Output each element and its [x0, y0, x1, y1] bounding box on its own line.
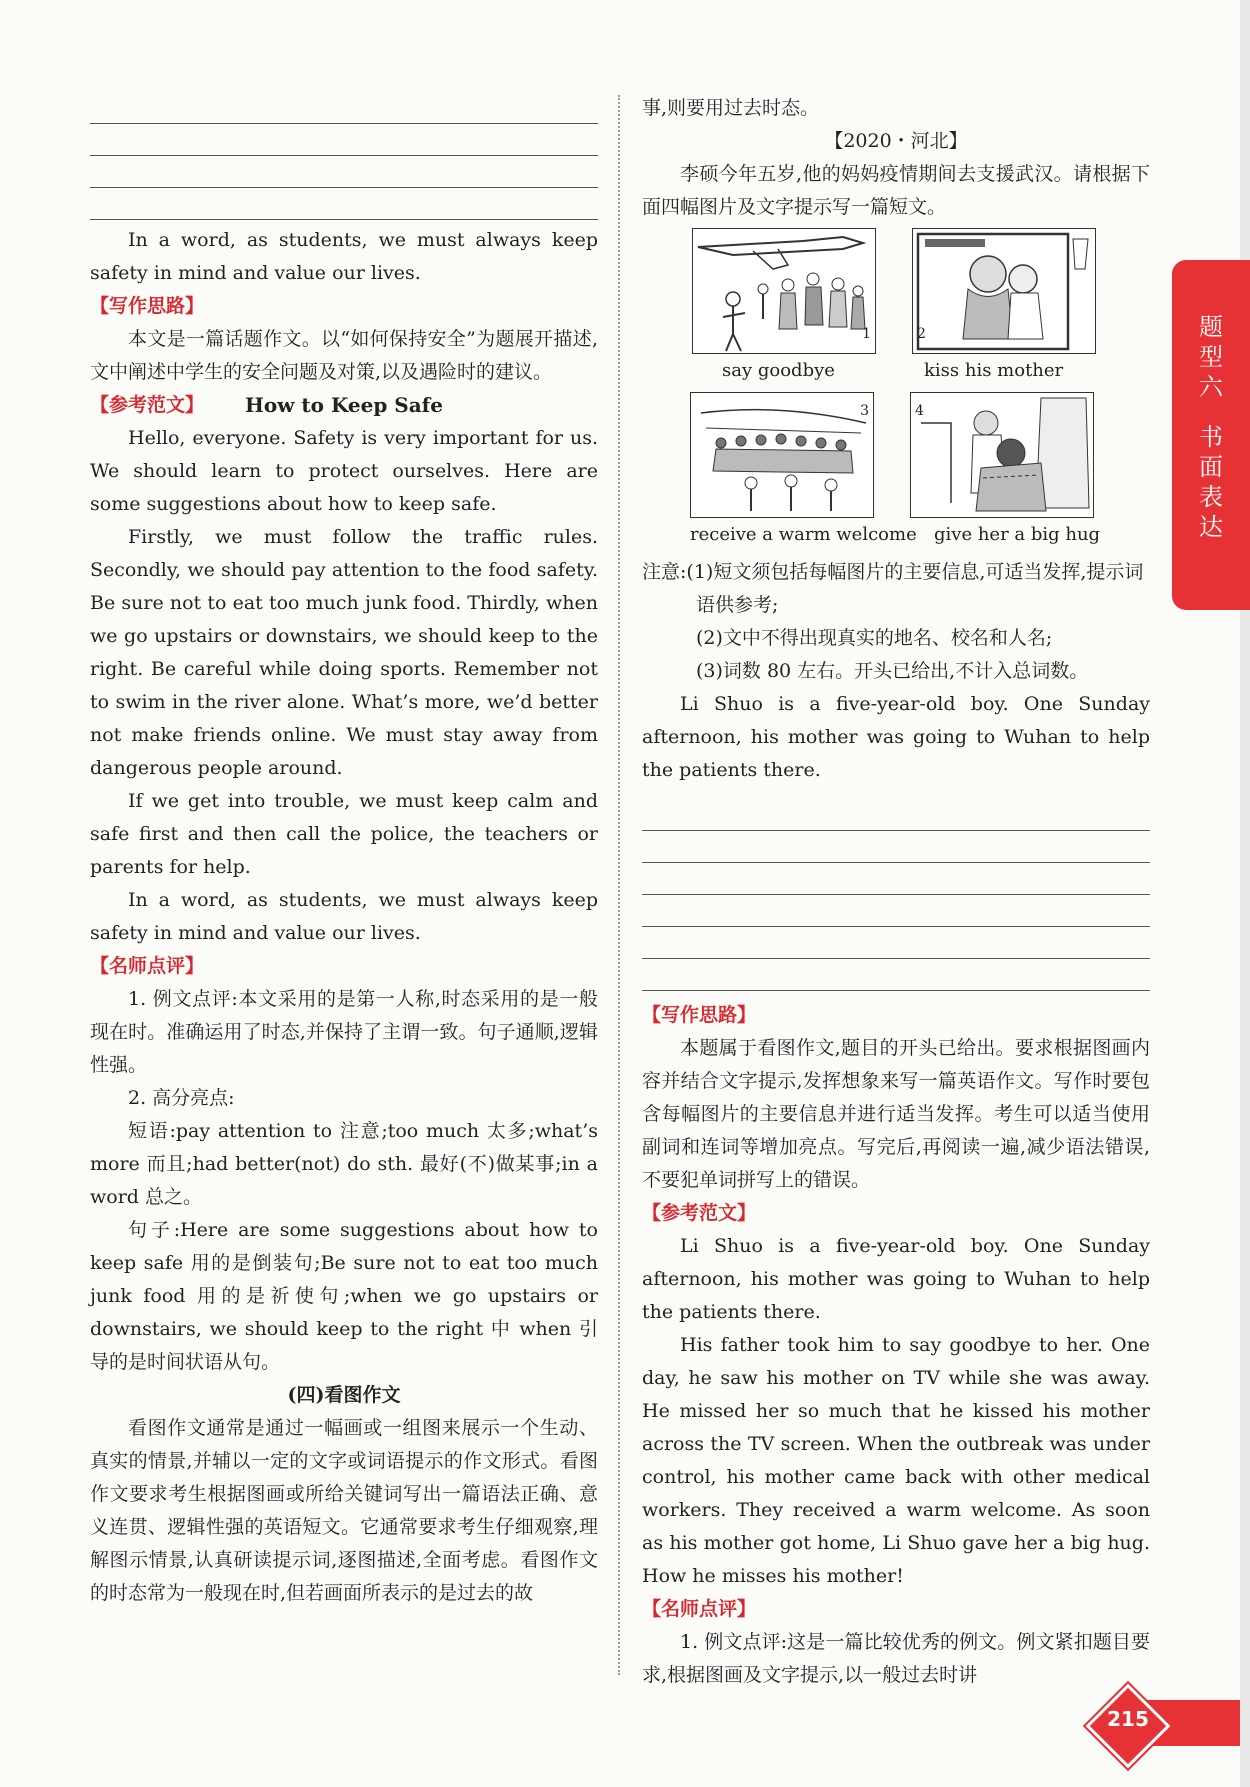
essay-paragraph-3: If we get into trouble, we must keep calm and safe first and then call the police, the teachers or parents for help.: [90, 790, 598, 878]
heading-teacher-comment: 【名师点评】: [90, 955, 205, 977]
essay-paragraph-4: In a word, as students, we must always keep safety in mind and value our lives.: [90, 889, 598, 944]
answer-line: [90, 124, 598, 156]
essay-title: How to Keep Safe: [244, 393, 444, 417]
crowd-welcome-illustration-icon: [691, 393, 873, 517]
answer-line: [642, 863, 1150, 895]
picture-number: 2: [917, 326, 926, 342]
picture-grid: [642, 226, 1150, 556]
model-paragraph-2: His father took him to say goodbye to her. One day, he saw his mother on TV while she was away. He missed her so much that he kissed his mother across the TV screen. When the outbreak was under control, his mother came back with other medical workers. They received a warm welcome. As soon as his mother got home, Li Shuo gave her a big hug. How he misses his mother!: [642, 1334, 1150, 1587]
answer-line: [642, 799, 1150, 831]
answer-line: [642, 831, 1150, 863]
essay-paragraph-2: Firstly, we must follow the traffic rules. Secondly, we should pay attention to the food safety. Be sure not to eat too much junk food. Thirdly, when we go upstairs or downstairs, we should keep to the right. Be careful while doing sports. Remember not to swim in the river alone. What’s more, we’d better not make friends online. We must stay away from dangerous people around.: [90, 526, 598, 779]
writing-ideas-text: 本文是一篇话题作文。以“如何保持安全”为题展开描述,文中阐述中学生的安全问题及对策,以及遇险时的建议。: [90, 328, 598, 383]
picture-warm-welcome: [690, 392, 874, 518]
closing-paragraph: In a word, as students, we must always keep safety in mind and value our lives.: [90, 229, 598, 284]
note-1: 注意:(1)短文须包括每幅图片的主要信息,可适当发挥,提示词语供参考;: [642, 561, 1144, 616]
tab-char: 书: [1199, 423, 1223, 451]
right-column: [642, 92, 1150, 1692]
note-2: (2)文中不得出现真实的地名、校名和人名;: [696, 627, 1053, 649]
continued-text: 事,则要用过去时态。: [642, 97, 820, 119]
picture-caption: give her a big hug: [934, 524, 1101, 545]
section-title: (四)看图作文: [287, 1384, 401, 1406]
writing-ideas-text: 本题属于看图作文,题目的开头已给出。要求根据图画内容并结合文字提示,发挥想象来写一篇英语作文。写作时要包含每幅图片的主要信息并进行适当发挥。考生可以适当使用副词和连词等增加亮点。写完后,再阅读一遍,减少语法错误,不要犯单词拼写上的错误。: [642, 1037, 1150, 1191]
heading-writing-ideas: 【写作思路】: [642, 1004, 757, 1026]
source-label: 【2020・河北】: [824, 130, 968, 152]
note-3: (3)词数 80 左右。开头已给出,不计入总词数。: [696, 660, 1089, 682]
comment-phrases: 短语:pay attention to 注意;too much 太多;what’s more 而且;had better(not) do sth. 最好(不)做某事;in a word 总之。: [90, 1120, 598, 1208]
picture-say-goodbye: [692, 228, 876, 354]
task-prompt: 李硕今年五岁,他的妈妈疫情期间去支援武汉。请根据下面四幅图片及文字提示写一篇短文。: [642, 163, 1150, 218]
heading-teacher-comment: 【名师点评】: [642, 1598, 757, 1620]
comment-2: 2. 高分亮点:: [128, 1087, 235, 1109]
answer-line: [90, 188, 598, 220]
tab-char: 型: [1199, 343, 1223, 371]
page-number: 215: [1107, 1707, 1149, 1731]
picture-number: 3: [860, 403, 869, 419]
tab-char: 六: [1199, 373, 1223, 401]
comment-1: 1. 例文点评:这是一篇比较优秀的例文。例文紧扣题目要求,根据图画及文字提示,以一般过去时讲: [642, 1631, 1150, 1686]
picture-caption: receive a warm welcome: [690, 524, 917, 545]
answer-line: [90, 156, 598, 188]
tab-char: 表: [1199, 483, 1223, 511]
essay-opening: Li Shuo is a five-year-old boy. One Sunday afternoon, his mother was going to Wuhan to help the patients there.: [642, 693, 1150, 781]
chapter-tab: [1172, 260, 1250, 610]
answer-line: [642, 927, 1150, 959]
picture-caption: kiss his mother: [924, 360, 1064, 381]
tab-char: 面: [1199, 453, 1223, 481]
comment-sentences: 句子:Here are some suggestions about how to keep safe 用的是倒装句;Be sure not to eat too much junk food 用的是祈使句;when we go upstairs or downstairs, we should keep to the right 中 when 引导的是时间状语从句。: [90, 1219, 598, 1373]
model-paragraph-1: Li Shuo is a five-year-old boy. One Sunday afternoon, his mother was going to Wuhan to help the patients there.: [642, 1235, 1150, 1323]
tab-char: 达: [1199, 513, 1223, 541]
answer-line: [642, 959, 1150, 991]
picture-number: 1: [862, 326, 871, 342]
comment-1: 1. 例文点评:本文采用的是第一人称,时态采用的是一般现在时。准确运用了时态,并保持了主谓一致。句子通顺,逻辑性强。: [90, 988, 598, 1076]
column-divider: [618, 95, 620, 1675]
section-text: 看图作文通常是通过一幅画或一组图来展示一个生动、真实的情景,并辅以一定的文字或词语提示的作文形式。看图作文要求考生根据图画或所给关键词写出一篇语法正确、意义连贯、逻辑性强的英语短文。它通常要求考生仔细观察,理解图示情景,认真研读提示词,逐图描述,全面考虑。看图作文的时态常为一般现在时,但若画面所表示的是过去的故: [90, 1417, 598, 1604]
left-column: [90, 92, 598, 1610]
answer-line: [642, 895, 1150, 927]
tv-kiss-illustration-icon: [913, 229, 1095, 353]
heading-writing-ideas: 【写作思路】: [90, 295, 205, 317]
picture-number: 4: [915, 403, 924, 419]
heading-model-essay: 【参考范文】: [642, 1202, 757, 1224]
picture-caption: say goodbye: [722, 360, 835, 381]
essay-paragraph-1: Hello, everyone. Safety is very important for us. We should learn to protect ourselves. Here are some suggestions about how to keep safe.: [90, 427, 598, 515]
picture-kiss-mother: [912, 228, 1096, 354]
answer-line: [90, 92, 598, 124]
hug-illustration-icon: [911, 393, 1093, 517]
tab-char: 题: [1199, 313, 1223, 341]
airport-illustration-icon: [693, 229, 875, 353]
picture-big-hug: [910, 392, 1094, 518]
heading-model-essay: 【参考范文】: [90, 394, 205, 416]
